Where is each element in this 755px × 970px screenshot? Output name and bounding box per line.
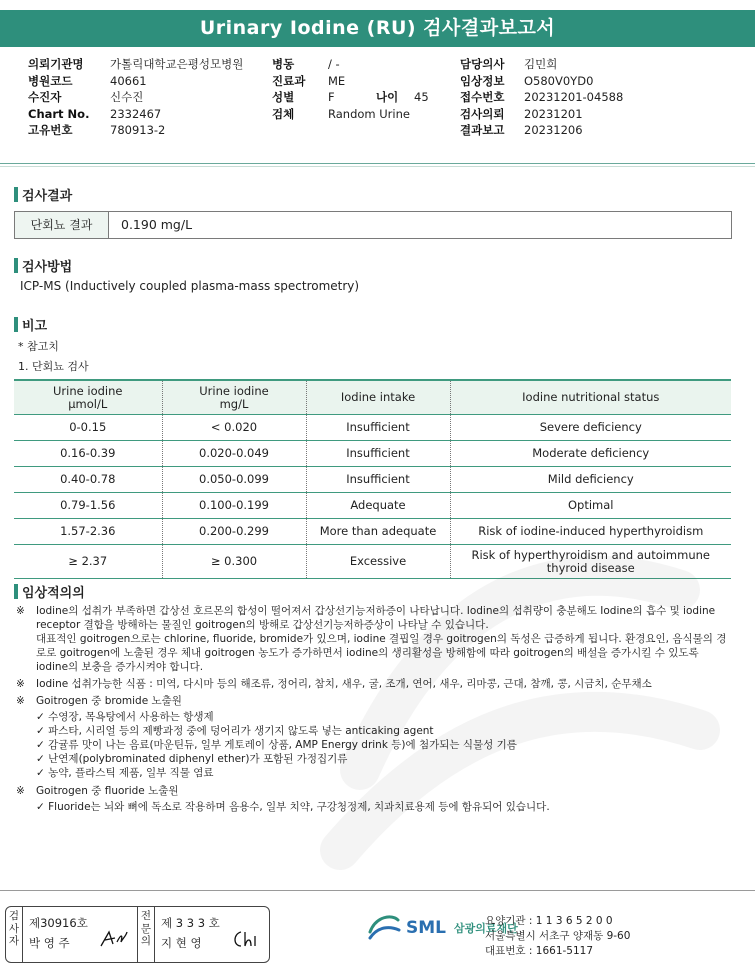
logo-text: SML [406, 918, 446, 938]
section-title: 검사결과 [22, 189, 73, 204]
cell-text: 0.79-1.56 [60, 498, 116, 513]
info-key: 담당의사 [460, 57, 505, 71]
info-key: 병동 [272, 57, 295, 71]
info-key: 고유번호 [28, 123, 73, 137]
table-cell [162, 441, 306, 467]
cell-text: Insufficient [346, 446, 410, 461]
org-address [485, 914, 630, 959]
header-line: Urine iodine [199, 383, 269, 398]
bromide-list [16, 710, 731, 780]
info-value: O580V0YD0 [524, 73, 594, 88]
table-cell [162, 415, 306, 441]
cell-text: < 0.020 [210, 420, 258, 435]
note-sub: 1. 단회뇨 검사 [18, 360, 89, 373]
section-marker [14, 317, 18, 332]
info-key: 병원코드 [28, 73, 73, 88]
check-text: 농약, 플라스틱 제품, 일부 직물 염료 [48, 767, 214, 779]
table-cell [162, 519, 306, 545]
reference-mark: ※ [16, 605, 25, 617]
info-value: / - [328, 57, 340, 71]
info-value: Random Urine [328, 106, 410, 121]
info-key: 결과보고 [460, 123, 505, 137]
table-cell [14, 519, 162, 545]
check-text: Fluoride는 뇌와 뼈에 독소로 작용하며 음용수, 일부 치약, 구강청정제, 치과치료용제 등에 함유되어 있습니다. [48, 801, 550, 813]
table-cell [162, 467, 306, 493]
table-cell [14, 441, 162, 467]
reference-mark: ※ [16, 695, 25, 707]
table-cell [306, 441, 450, 467]
table-cell [450, 415, 731, 441]
cell-text: Excessive [349, 554, 407, 569]
info-key: 의뢰기관명 [28, 57, 84, 71]
reviewer-label-text: 전 문 의 [140, 910, 152, 947]
patient-info-col3 [460, 56, 623, 139]
reviewer-label [137, 907, 155, 962]
info-value: 20231206 [524, 123, 583, 137]
reviewer-signature [231, 928, 261, 950]
info-value: 가톨릭대학교은평성모병원 [110, 57, 244, 71]
age-value: 45 [414, 90, 429, 104]
check-item [36, 766, 731, 780]
paragraph-text: Iodine의 섭취가 부족하면 갑상선 호르몬의 합성이 떨어져서 갑상선기능저하증이 나타납니다. Iodine의 섭취량이 충분해도 Iodine의 흡수 및 iodine receptor 결합을 방해하는 물질인 goitrogen의 방해로 갑상선기능저하증상이 나타날 수 있습니다. [36, 605, 716, 631]
section-result-heading [14, 185, 72, 204]
table-cell [306, 415, 450, 441]
patient-info-col2 [272, 56, 429, 122]
info-value: F [328, 90, 335, 104]
address: 서울특별시 서초구 양재동 9-60 [485, 930, 631, 942]
check-icon: ✓ [36, 801, 49, 813]
info-value: 20231201-04588 [524, 90, 624, 104]
cell-text: 0.40-0.78 [60, 472, 116, 487]
clinical-paragraph [16, 677, 731, 691]
org-name: 삼광의료재단 [454, 922, 518, 935]
reference-mark: ※ [16, 785, 25, 797]
cell-text: 0.020-0.049 [199, 446, 269, 461]
method-text: ICP-MS (Inductively coupled plasma-mass spectrometry) [20, 279, 360, 293]
cell-text: 0.16-0.39 [60, 446, 116, 461]
cell-text: 1.57-2.36 [60, 524, 116, 539]
section-title: 비고 [22, 319, 48, 334]
cell-text: 0.100-0.199 [199, 498, 269, 513]
patient-info-col1 [28, 56, 243, 139]
check-item [36, 738, 731, 752]
check-icon: ✓ [36, 739, 49, 751]
check-text: 감귤류 맛이 나는 음료(마운틴듀, 일부 게토레이 상품, AMP Energy drink 등)에 첨가되는 식물성 기름 [48, 739, 517, 751]
phone: 대표번호 : 1661-5117 [485, 945, 594, 957]
examiner-cell [23, 907, 137, 962]
table-cell [14, 493, 162, 519]
paragraph-text: Goitrogen 중 fluoride 노출원 [36, 785, 179, 797]
table-header [14, 380, 162, 415]
examiner-signature [99, 928, 129, 950]
cell-text: ≥ 0.300 [210, 554, 258, 569]
sml-logo-icon [366, 910, 402, 946]
note-reference: * 참고치 [18, 340, 59, 353]
result-label: 단회뇨 결과 [15, 212, 109, 238]
check-text: 파스타, 시리얼 등의 제빵과정 중에 덩어리가 생기지 않도록 넣는 anticaking agent [48, 725, 434, 737]
cell-text: Insufficient [346, 420, 410, 435]
check-icon: ✓ [36, 711, 49, 723]
fluoride-list [16, 800, 731, 814]
info-value: 780913-2 [110, 123, 166, 137]
info-key: 검사의뢰 [460, 106, 505, 121]
section-marker [14, 584, 18, 599]
table-cell [14, 415, 162, 441]
examiner-label-text: 검 사 자 [8, 910, 20, 947]
clinical-text [16, 604, 731, 814]
age-key: 나이 [376, 90, 399, 104]
signature-box [5, 906, 270, 963]
check-icon: ✓ [36, 767, 49, 779]
info-value: 김민희 [524, 57, 558, 71]
check-item [36, 724, 731, 738]
examiner-label [6, 907, 23, 962]
info-key: 검체 [272, 106, 295, 121]
info-key: 접수번호 [460, 90, 505, 104]
info-value: 신수진 [110, 90, 144, 104]
header-line: mg/L [219, 396, 249, 411]
reviewer-cell [155, 907, 269, 962]
check-icon: ✓ [36, 725, 49, 737]
table-row [14, 415, 731, 441]
examiner-license: 제30916호 [29, 916, 88, 930]
info-value: ME [328, 73, 346, 88]
info-key: 임상정보 [460, 73, 505, 88]
check-text: 난연제(polybrominated diphenyl ether)가 포함된 가정집기류 [48, 753, 348, 765]
cell-text: Severe deficiency [539, 420, 642, 435]
check-icon: ✓ [36, 753, 49, 765]
header-line: μmol/L [68, 396, 108, 411]
cell-text: thyroid disease [546, 560, 635, 575]
info-key: 성별 [272, 90, 295, 104]
clinical-paragraph [16, 604, 731, 674]
info-key: Chart No. [28, 106, 90, 121]
reviewer-name: 지 현 영 [161, 936, 202, 950]
examiner-name: 박 영 주 [29, 936, 70, 950]
table-header-row [14, 380, 731, 415]
cell-text: More than adequate [319, 524, 437, 539]
table-cell [14, 545, 162, 579]
check-item [36, 800, 731, 814]
section-marker [14, 258, 18, 273]
result-box [14, 211, 732, 239]
section-title: 검사방법 [22, 260, 73, 275]
cell-text: 0.200-0.299 [199, 524, 269, 539]
table-header: Iodine intake [306, 380, 450, 415]
cell-text: Risk of hyperthyroidism and autoimmune [471, 548, 710, 562]
cell-text: 0-0.15 [69, 420, 107, 435]
footer-divider [0, 890, 755, 891]
table-cell [162, 545, 306, 579]
check-text: 수영장, 목욕탕에서 사용하는 항생제 [48, 711, 214, 723]
section-note-heading [14, 315, 47, 334]
table-cell [14, 467, 162, 493]
cell-text: 0.050-0.099 [199, 472, 269, 487]
cell-text: Optimal [567, 498, 614, 513]
cell-text: Insufficient [346, 472, 410, 487]
section-method-heading [14, 256, 72, 275]
header-divider [0, 163, 755, 164]
info-key: 수진자 [28, 90, 62, 104]
institution-code: 요양기관 : 1 1 3 6 5 2 0 0 [485, 915, 613, 927]
header-line: Urine iodine [53, 383, 123, 398]
cell-text: Risk of iodine-induced hyperthyroidism [478, 524, 704, 539]
info-value: 2332467 [110, 106, 162, 121]
section-marker [14, 187, 18, 202]
header-divider-2 [0, 166, 755, 167]
table-cell [162, 493, 306, 519]
info-value: 40661 [110, 73, 147, 88]
table-header: Iodine nutritional status [450, 380, 731, 415]
paragraph-text: Goitrogen 중 bromide 노출원 [36, 695, 182, 707]
table-header [162, 380, 306, 415]
paragraph-text: 대표적인 goitrogen으로는 chlorine, fluoride, bromide가 있으며, iodine 결핍일 경우 goitrogen의 독성은 급증하게 됩니다. 환경요인, 음식물의 경로로 goitrogen에 노출된 경우 체내 goitrogen 농도가 증가하면서 iodine의 생리활성을 방해함에 따라 goitrogen의 배설을 증가시킬 수 있도록 iodine의 보충을 증가시켜야 합니다. [36, 633, 727, 673]
paragraph-text: Iodine 섭취가능한 식품 : 미역, 다시마 등의 해조류, 정어리, 참치, 새우, 굴, 조개, 연어, 새우, 리마콩, 근대, 참깨, 콩, 시금치, 순무채소 [36, 678, 652, 690]
report-title: Urinary Iodine (RU) 검사결과보고서 [0, 10, 755, 47]
result-value: 0.190 mg/L [121, 217, 193, 232]
reference-mark: ※ [16, 678, 25, 690]
section-clinical-heading [14, 582, 85, 601]
clinical-paragraph [16, 694, 731, 708]
cell-text: Adequate [350, 498, 406, 513]
clinical-paragraph [16, 784, 731, 798]
info-value: 20231201 [524, 106, 583, 121]
table-cell [450, 441, 731, 467]
cell-text: ≥ 2.37 [68, 554, 108, 569]
reviewer-license: 제 3 3 3 호 [161, 916, 220, 930]
check-item [36, 752, 731, 766]
check-item [36, 710, 731, 724]
cell-text: Mild deficiency [547, 472, 634, 487]
table-row [14, 441, 731, 467]
section-title: 임상적의의 [22, 586, 85, 601]
info-key: 진료과 [272, 73, 306, 88]
cell-text: Moderate deficiency [532, 446, 650, 461]
